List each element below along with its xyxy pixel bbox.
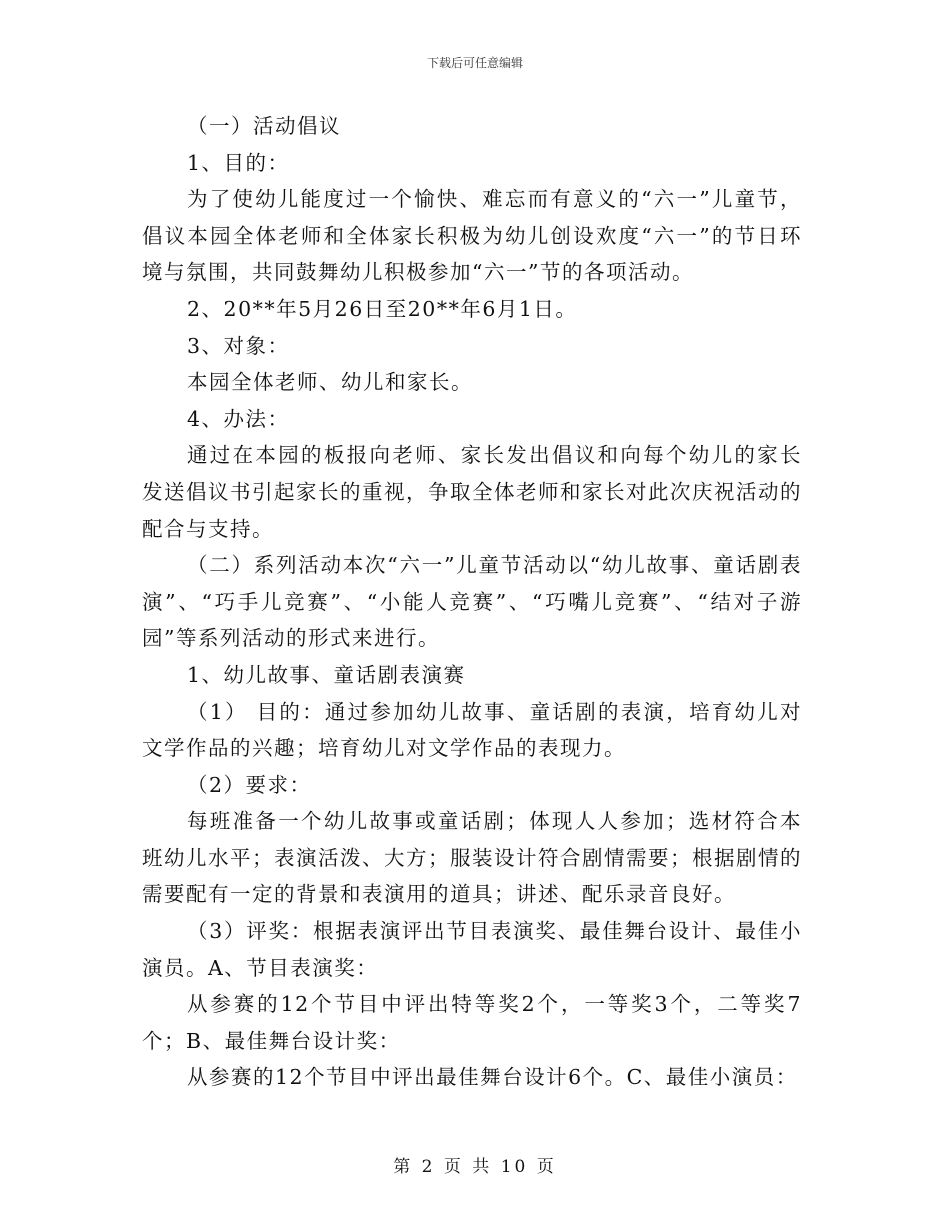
page-footer: 第 2 页 共 10 页 bbox=[393, 1157, 557, 1177]
paragraph: （2）要求： bbox=[187, 772, 312, 797]
section-heading-activities: （二）系列活动本次“六一”儿童节活动以“幼儿故事、童话剧表演”、“巧手儿竞赛”、“小能人竞赛”、“巧嘴儿竞赛”、“结对子游园”等系列活动的形式来进行。 bbox=[142, 553, 802, 651]
paragraph: 3、对象： bbox=[187, 333, 290, 358]
paragraph: 通过在本园的板报向老师、家长发出倡议和向每个幼儿的家长发送倡议书引起家长的重视，争取全体老师和家长对此次庆祝活动的配合与支持。 bbox=[142, 443, 802, 541]
paragraph: 本园全体老师、幼儿和家长。 bbox=[187, 370, 473, 395]
paragraph: 2、20**年5月26日至20**年6月1日。 bbox=[187, 296, 578, 321]
paragraph: （3）评奖：根据表演评出节目表演奖、最佳舞台设计、最佳小演员。A、节目表演奖： bbox=[142, 919, 802, 980]
document-body bbox=[142, 108, 802, 1096]
page-header: 下载后可任意编辑 bbox=[426, 56, 523, 70]
paragraph: 为了使幼儿能度过一个愉快、难忘而有意义的“六一”儿童节，倡议本园全体老师和全体家长积极为幼儿创设欢度“六一”的节日环境与氛围，共同鼓舞幼儿积极参加“六一”节的各项活动。 bbox=[142, 187, 802, 285]
paragraph: 从参赛的12个节目中评出最佳舞台设计6个。C、最佳小演员： bbox=[187, 1065, 798, 1090]
paragraph: 1、幼儿故事、童话剧表演赛 bbox=[187, 662, 466, 687]
paragraph: 每班准备一个幼儿故事或童话剧；体现人人参加；选材符合本班幼儿水平；表演活泼、大方；服装设计符合剧情需要；根据剧情的需要配有一定的背景和表演用的道具；讲述、配乐录音良好。 bbox=[142, 809, 802, 907]
paragraph: 4、办法： bbox=[187, 406, 290, 431]
section-heading-initiative: （一）活动倡议 bbox=[187, 114, 341, 138]
paragraph: 从参赛的12个节目中评出特等奖2个，一等奖3个，二等奖7个；B、最佳舞台设计奖： bbox=[142, 992, 802, 1053]
paragraph: （1） 目的：通过参加幼儿故事、童话剧的表演，培育幼儿对文学作品的兴趣；培育幼儿对文学作品的表现力。 bbox=[142, 699, 802, 761]
paragraph: 1、目的： bbox=[187, 150, 290, 175]
